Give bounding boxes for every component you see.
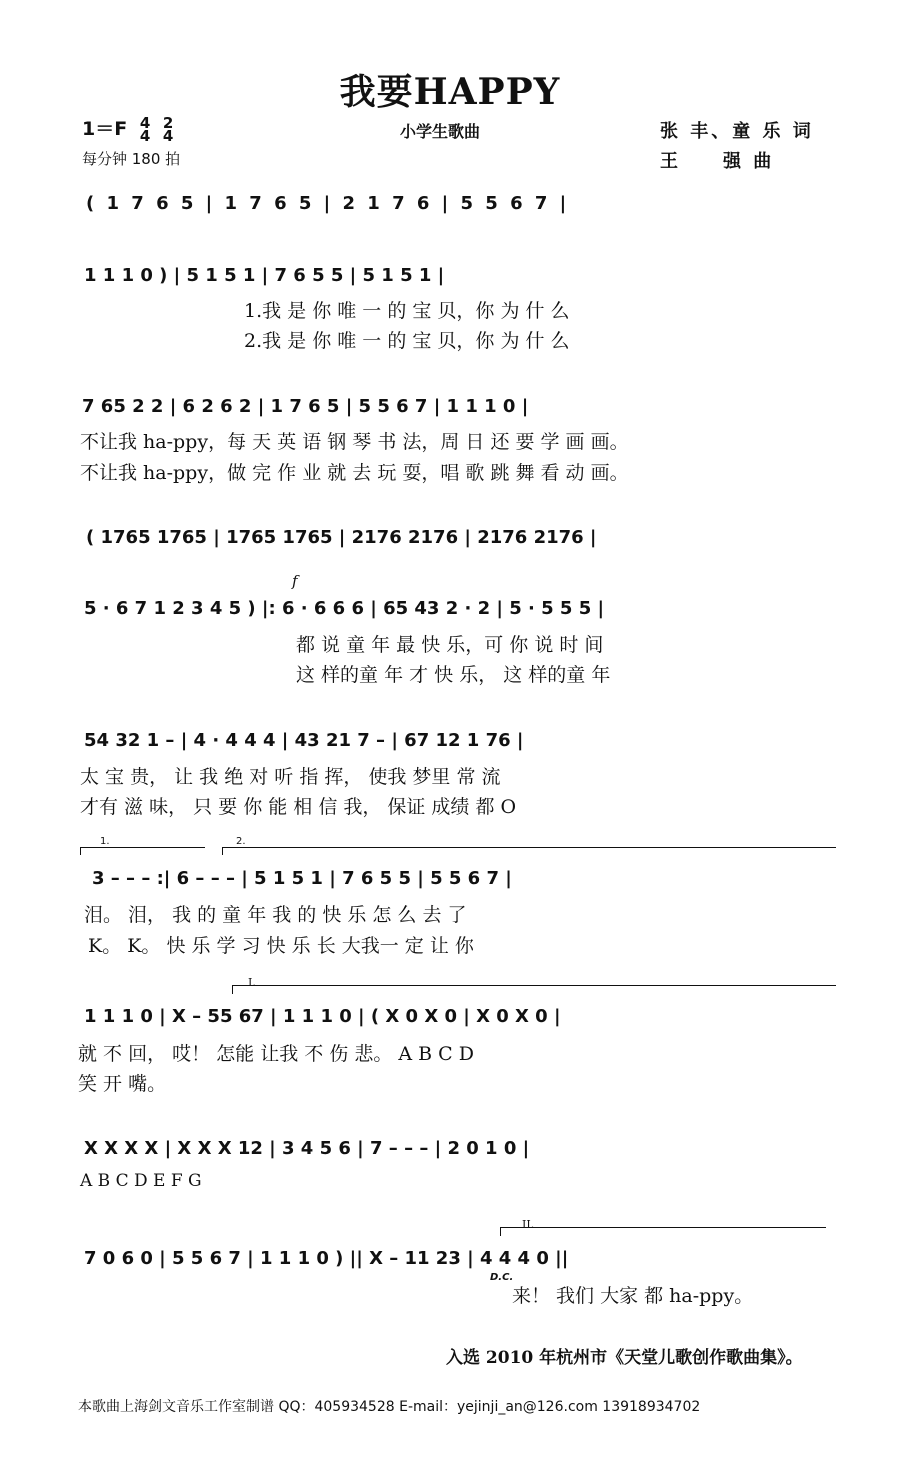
stave-10-lyric-1: 来！ 我们 大家 都 ha-ppy。 (512, 1285, 754, 1307)
publication-note: 入选 2010 年杭州市《天堂儿歌创作歌曲集》。 (446, 1348, 803, 1368)
stave-1-notes: ( 1 7 6 5 | 1 7 6 5 | 2 1 7 6 | 5 5 6 7 | (86, 193, 567, 214)
stave-2-lyric-1: 1.我 是 你 唯 一 的 宝 贝，你 为 什 么 (244, 300, 570, 322)
stave-4-notes: ( 1765 1765 | 1765 1765 | 2176 2176 | 2176 2176 | (86, 527, 597, 548)
dc-marking: D.C. (490, 1272, 514, 1283)
stave-2-lyric-2: 2.我 是 你 唯 一 的 宝 贝，你 为 什 么 (244, 330, 570, 352)
stave-7-lyric-2: K。 K。 快 乐 学 习 快 乐 长 大我一 定 让 你 (88, 935, 474, 957)
part-1-bracket (232, 985, 836, 986)
volta-2-label: 2. (236, 836, 246, 847)
stave-3-lyric-2: 不让我 ha-ppy，做 完 作 业 就 去 玩 耍，唱 歌 跳 舞 看 动 画。 (80, 462, 629, 484)
stave-7-notes: 3 – – – :| 6 – – – | 5 1 5 1 | 7 6 5 5 | 5 5 6 7 | (92, 868, 512, 889)
stave-5-lyric-2: 这 样的童 年 才 快 乐， 这 样的童 年 (296, 664, 611, 686)
tempo-marking: 每分钟 180 拍 (82, 150, 181, 168)
stave-8-notes: 1 1 1 0 | X – 55 67 | 1 1 1 0 | ( X 0 X 0 | X 0 X 0 | (84, 1006, 561, 1027)
composer-credit: 王 强 曲 (660, 151, 775, 172)
part-2-bracket (500, 1227, 826, 1228)
time-signature-2 (162, 113, 174, 145)
part-2-hook (500, 1227, 501, 1236)
stave-5-lyric-1: 都 说 童 年 最 快 乐，可 你 说 时 间 (296, 634, 604, 656)
stave-6-notes: 54 32 1 – | 4 · 4 4 4 | 43 21 7 – | 67 12 1 76 | (84, 730, 524, 751)
stave-9-notes: X X X X | X X X 12 | 3 4 5 6 | 7 – – – | 2 0 1 0 | (84, 1138, 530, 1159)
key-label: 1＝F (82, 118, 128, 140)
dynamic-forte: f (292, 572, 298, 590)
stave-7-lyric-1: 泪。 泪， 我 的 童 年 我 的 快 乐 怎 么 去 了 (84, 904, 467, 926)
stave-2-notes: 1 1 1 0 ) | 5 1 5 1 | 7 6 5 5 | 5 1 5 1 | (84, 265, 445, 286)
stave-10-notes: 7 0 6 0 | 5 5 6 7 | 1 1 1 0 ) || X – 11 23 | 4 4 4 0 || (84, 1248, 569, 1269)
stave-8-lyric-2: 笑 开 嘴。 (78, 1073, 167, 1095)
stave-8-lyric-1: 就 不 回， 哎！ 怎能 让我 不 伤 悲。 A B C D (78, 1043, 474, 1065)
part-1-hook (232, 985, 233, 994)
volta-1-bracket (80, 847, 205, 848)
time-sig-top-1: 4 (139, 113, 151, 132)
page-title: 我要HAPPY (339, 71, 561, 113)
volta-2-bracket (222, 847, 836, 848)
time-sig-bottom-1: 4 (139, 126, 151, 145)
part-1-label: I. (248, 976, 256, 989)
lyricist-credit: 张 丰、童 乐 词 (660, 121, 814, 142)
stave-9-lyric-1: A B C D E F G (80, 1171, 202, 1191)
volta-2-hook (222, 847, 223, 855)
key-signature (82, 114, 173, 143)
volta-1-label: 1. (100, 836, 110, 847)
stave-6-lyric-1: 太 宝 贵， 让 我 绝 对 听 指 挥， 使我 梦里 常 流 (80, 766, 501, 788)
time-sig-top-2: 2 (162, 113, 174, 132)
part-2-label: II. (522, 1218, 535, 1231)
time-sig-bottom-2: 4 (162, 126, 174, 145)
volta-1-hook (80, 847, 81, 855)
stave-6-lyric-2: 才有 滋 味， 只 要 你 能 相 信 我， 保证 成绩 都 O (80, 796, 517, 818)
footer-credit: 本歌曲上海剑文音乐工作室制谱 QQ：405934528 E-mail：yejinji_an@126.com 13918934702 (78, 1399, 701, 1415)
stave-3-lyric-1: 不让我 ha-ppy，每 天 英 语 钢 琴 书 法，周 日 还 要 学 画 画。 (80, 431, 629, 453)
time-signature-1 (139, 113, 151, 145)
subtitle: 小学生歌曲 (400, 122, 481, 141)
stave-3-notes: 7 65 2 2 | 6 2 6 2 | 1 7 6 5 | 5 5 6 7 | 1 1 1 0 | (82, 396, 529, 417)
stave-5-notes: 5 · 6 7 1 2 3 4 5 ) |: 6 · 6 6 6 | 65 43 2 · 2 | 5 · 5 5 5 | (84, 598, 605, 619)
